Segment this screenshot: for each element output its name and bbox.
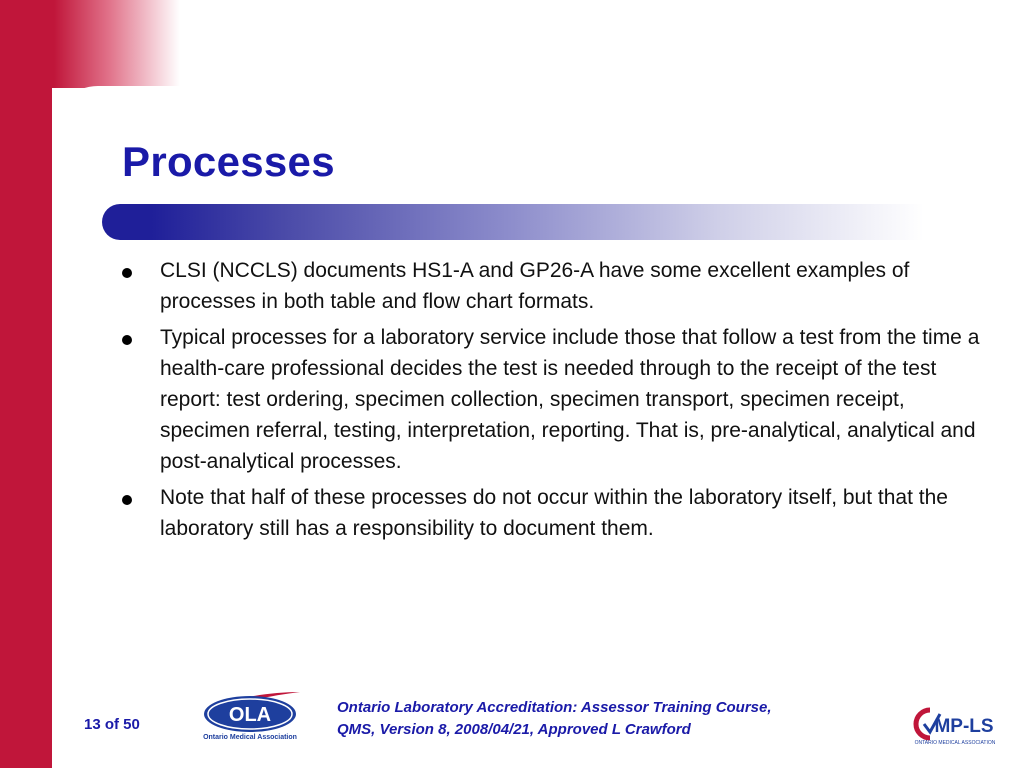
footer-citation xyxy=(337,697,877,741)
bullet-item xyxy=(120,322,1000,477)
ola-logo-caption: Ontario Medical Association xyxy=(203,734,297,741)
bullet-dot-icon xyxy=(122,268,132,278)
ola-logo-text: OLA xyxy=(228,704,272,726)
bullet-dot-icon xyxy=(122,335,132,345)
slide-title: Processes xyxy=(122,138,335,185)
mpls-logo xyxy=(912,706,998,746)
title-underline-bar xyxy=(102,204,924,240)
footer-line-1: Ontario Laboratory Accreditation: Assessor Training Course, xyxy=(337,699,772,716)
top-decor-band xyxy=(0,0,180,88)
mpls-logo-text: MP-LS xyxy=(934,716,994,737)
left-decor-band xyxy=(0,0,52,768)
bullet-dot-icon xyxy=(122,495,132,505)
ola-logo xyxy=(200,688,306,742)
bullet-item xyxy=(120,482,1000,544)
bullet-list xyxy=(120,255,1000,549)
bullet-item xyxy=(120,255,1000,317)
bullet-text: CLSI (NCCLS) documents HS1-A and GP26-A have some excellent examples of processes in both table and flow chart formats. xyxy=(160,259,910,313)
bullet-text: Note that half of these processes do not occur within the laboratory itself, but that the laboratory still has a responsibility to document them. xyxy=(160,486,948,540)
page-number: 13 of 50 xyxy=(84,716,140,733)
mpls-logo-caption: ONTARIO MEDICAL ASSOCIATION xyxy=(914,740,996,746)
footer-line-2: QMS, Version 8, 2008/04/21, Approved L Crawford xyxy=(337,721,691,738)
bullet-text: Typical processes for a laboratory service include those that follow a test from the time a health-care professional decides the test is needed through to the receipt of the test report: test ordering, specimen collection, specimen transport, specimen receipt, specimen referral, testing, interpretation, reporting. That is, pre-analytical, analytical and post-analytical processes. xyxy=(160,326,980,473)
